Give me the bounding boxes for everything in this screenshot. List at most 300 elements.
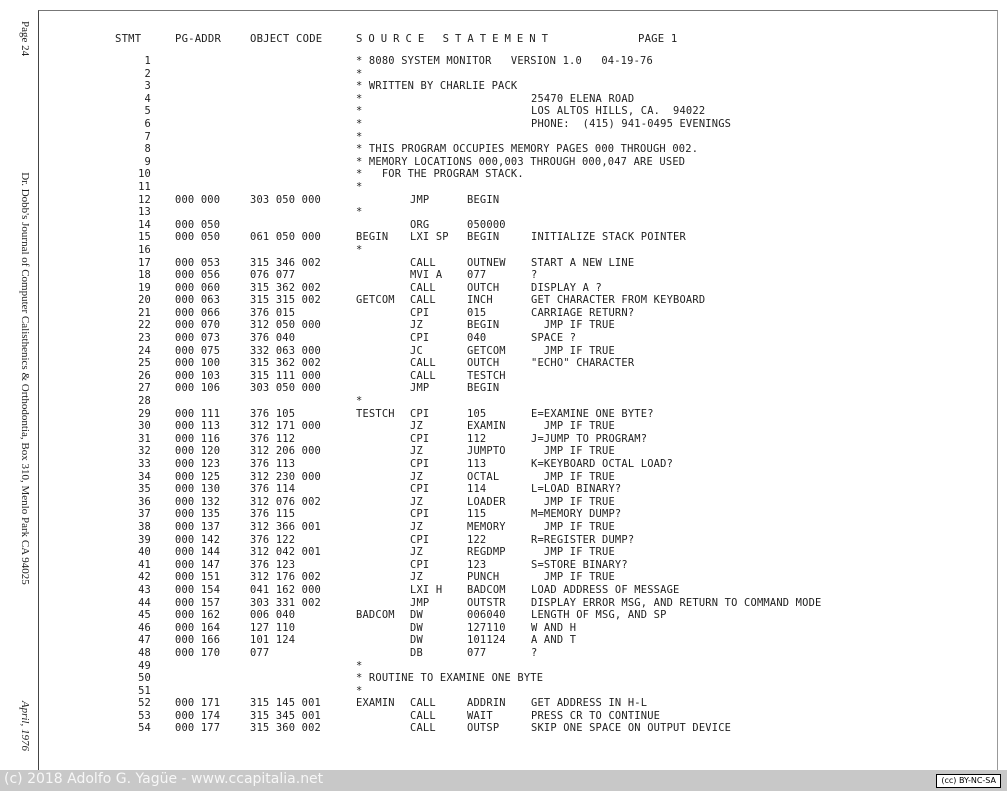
object-code: [250, 219, 356, 232]
label: *: [356, 92, 363, 105]
label: [356, 584, 410, 597]
comment: CARRIAGE RETURN?: [531, 306, 635, 319]
stmt-number: 45: [138, 609, 151, 622]
object-code: 315 362 002: [250, 357, 322, 370]
pg-addr: 000 151: [175, 571, 221, 584]
stmt-number: 19: [138, 281, 151, 294]
pg-addr: 000 130: [175, 483, 221, 496]
pg-addr: [175, 80, 250, 93]
operand: GETCOM: [467, 344, 506, 357]
operand: BEGIN: [467, 319, 500, 332]
comment: JMP IF TRUE: [531, 344, 615, 357]
stmt-number: 1: [144, 55, 151, 67]
operand: 006040: [467, 609, 506, 622]
object-code: [250, 395, 356, 408]
listing-line: [115, 118, 822, 131]
object-code: 376 113: [250, 458, 296, 470]
opcode: JZ: [410, 445, 423, 458]
opcode: CPI: [410, 558, 430, 571]
comment: W AND H: [531, 621, 577, 634]
pg-addr: 000 050: [175, 231, 221, 244]
listing-line: [115, 622, 822, 635]
stmt-number: 51: [138, 684, 151, 697]
stmt-number: 42: [138, 571, 151, 584]
object-code: 315 362 002: [250, 281, 322, 294]
label: *: [356, 67, 363, 80]
label: [356, 710, 410, 723]
stmt-number: 18: [138, 269, 151, 282]
opcode: CPI: [410, 483, 430, 496]
pg-addr: 000 132: [175, 495, 221, 508]
opcode: DW: [410, 609, 423, 622]
label: * FOR THE PROGRAM STACK.: [356, 168, 524, 181]
pg-addr: 000 147: [175, 558, 221, 571]
pg-addr: [175, 143, 250, 156]
operand: BEGIN: [467, 193, 500, 206]
object-code: [250, 244, 356, 257]
comment: ?: [531, 646, 538, 659]
pg-addr: 000 053: [175, 256, 221, 269]
opcode: CPI: [410, 458, 430, 470]
listing-line: [115, 181, 822, 194]
label: [356, 357, 410, 370]
label: [356, 534, 410, 547]
comment: PRESS CR TO CONTINUE: [531, 709, 661, 722]
comment: 25470 ELENA ROAD: [531, 92, 635, 105]
opcode: CPI: [410, 306, 430, 319]
pg-addr: 000 174: [175, 709, 221, 722]
pg-addr: 000 060: [175, 281, 221, 294]
operand: 113: [467, 458, 487, 470]
opcode: MVI A: [410, 269, 443, 282]
stmt-number: 7: [144, 130, 151, 143]
stmt-number: 10: [138, 168, 151, 181]
header-pg-addr: PG-ADDR: [175, 33, 222, 45]
stmt-number: 11: [138, 180, 151, 193]
opcode: CPI: [410, 508, 430, 521]
operand: 077: [467, 646, 487, 659]
opcode: CALL: [410, 357, 436, 370]
listing-line: [115, 609, 822, 622]
listing-line: [115, 307, 822, 320]
opcode: CALL: [410, 256, 436, 269]
stmt-number: 38: [138, 520, 151, 533]
operand: 123: [467, 558, 487, 571]
comment: LOS ALTOS HILLS, CA. 94022: [531, 105, 706, 118]
object-code: [250, 143, 356, 156]
listing-line: [115, 546, 822, 559]
listing-line: [115, 710, 822, 723]
stmt-number: 49: [138, 659, 151, 672]
cc-license-badge: (cc) BY-NC-SA: [936, 774, 1001, 788]
label: [356, 483, 410, 496]
object-code: 312 206 000: [250, 445, 322, 458]
comment: JMP IF TRUE: [531, 420, 615, 433]
object-code: 312 230 000: [250, 470, 322, 483]
listing-line: [115, 660, 822, 673]
opcode: JZ: [410, 520, 423, 533]
operand: BEGIN: [467, 382, 500, 395]
comment: SKIP ONE SPACE ON OUTPUT DEVICE: [531, 722, 732, 735]
label: * WRITTEN BY CHARLIE PACK: [356, 80, 518, 93]
listing-line: [115, 508, 822, 521]
listing-line: [115, 584, 822, 597]
object-code: [250, 181, 356, 194]
stmt-number: 3: [144, 80, 151, 93]
operand: EXAMIN: [467, 420, 506, 433]
label: *: [356, 243, 363, 256]
label: [356, 319, 410, 332]
pg-addr: 000 137: [175, 520, 221, 533]
operand: 105: [467, 407, 487, 420]
stmt-number: 9: [144, 155, 151, 168]
operand: 015: [467, 306, 487, 319]
comment: JMP IF TRUE: [531, 520, 615, 533]
object-code: 376 123: [250, 558, 296, 571]
opcode: LXI H: [410, 583, 443, 596]
opcode: JC: [410, 344, 423, 357]
opcode: JMP: [410, 193, 430, 206]
label: [356, 508, 410, 521]
operand: MEMORY: [467, 520, 506, 533]
pg-addr: [175, 156, 250, 169]
label: [356, 219, 410, 232]
label: [356, 194, 410, 207]
object-code: [250, 131, 356, 144]
object-code: 076 077: [250, 269, 296, 282]
comment: JMP IF TRUE: [531, 546, 615, 559]
header-page: PAGE 1: [638, 33, 678, 45]
comment: JMP IF TRUE: [531, 445, 615, 458]
object-code: 061 050 000: [250, 231, 322, 244]
object-code: 312 076 002: [250, 495, 322, 508]
operand: BEGIN: [467, 231, 500, 244]
footer-bar: [0, 770, 1007, 791]
stmt-number: 53: [138, 709, 151, 722]
object-code: 315 360 002: [250, 722, 322, 735]
comment: R=REGISTER DUMP?: [531, 533, 635, 546]
operand: ADDRIN: [467, 697, 506, 710]
stmt-number: 39: [138, 533, 151, 546]
listing-line: [115, 634, 822, 647]
listing-line: [115, 143, 822, 156]
pg-addr: 000 144: [175, 546, 221, 559]
label: [356, 345, 410, 358]
pg-addr: 000 123: [175, 458, 221, 470]
label: [356, 370, 410, 383]
listing-rows: [115, 55, 822, 735]
stmt-number: 37: [138, 508, 151, 521]
opcode: CPI: [410, 332, 430, 345]
listing-line: [115, 471, 822, 484]
pg-addr: 000 113: [175, 420, 221, 433]
stmt-number: 15: [138, 231, 151, 244]
listing-line: [115, 571, 822, 584]
label: [356, 571, 410, 584]
pg-addr: 000 070: [175, 319, 221, 332]
stmt-number: 28: [138, 395, 151, 408]
object-code: 303 050 000: [250, 193, 322, 206]
listing-line: [115, 231, 822, 244]
listing-line: [115, 647, 822, 660]
stmt-number: 31: [138, 432, 151, 445]
label: TESTCH: [356, 407, 395, 420]
header-source-statement: SOURCE STATEMENT: [356, 33, 555, 45]
stmt-number: 35: [138, 483, 151, 496]
opcode: CPI: [410, 533, 430, 546]
stmt-number: 41: [138, 558, 151, 571]
operand: 115: [467, 508, 487, 521]
pg-addr: [175, 68, 250, 81]
label: *: [356, 206, 363, 219]
listing-line: [115, 319, 822, 332]
stmt-number: 21: [138, 306, 151, 319]
operand: TESTCH: [467, 369, 506, 382]
object-code: 315 315 002: [250, 294, 322, 307]
object-code: 315 111 000: [250, 369, 322, 382]
label: [356, 458, 410, 471]
object-code: 376 040: [250, 332, 296, 345]
listing-line: [115, 93, 822, 106]
object-code: 312 042 001: [250, 546, 322, 559]
comment: M=MEMORY DUMP?: [531, 508, 622, 521]
object-code: 376 115: [250, 508, 296, 521]
label: *: [356, 105, 363, 118]
operand: 050000: [467, 218, 506, 231]
pg-addr: [175, 118, 250, 131]
opcode: DW: [410, 621, 423, 634]
label: [356, 382, 410, 395]
comment: DISPLAY ERROR MSG, AND RETURN TO COMMAND MODE: [531, 596, 822, 609]
pg-addr: 000 164: [175, 621, 221, 634]
operand: OUTNEW: [467, 256, 506, 269]
pg-addr: 000 166: [175, 634, 221, 647]
pg-addr: [175, 244, 250, 257]
opcode: ORG: [410, 218, 430, 231]
object-code: 303 331 002: [250, 596, 322, 609]
label: [356, 546, 410, 559]
listing-line: [115, 408, 822, 421]
comment: JMP IF TRUE: [531, 495, 615, 508]
pg-addr: [175, 55, 250, 68]
listing-header: [115, 33, 822, 55]
stmt-number: 50: [138, 672, 151, 685]
opcode: CALL: [410, 722, 436, 735]
label: [356, 559, 410, 572]
stmt-number: 29: [138, 407, 151, 420]
listing-line: [115, 332, 822, 345]
pg-addr: [175, 685, 250, 698]
object-code: 303 050 000: [250, 382, 322, 395]
object-code: 315 145 001: [250, 697, 322, 710]
operand: PUNCH: [467, 571, 500, 584]
pg-addr: 000 063: [175, 294, 221, 307]
stmt-number: 14: [138, 218, 151, 231]
object-code: [250, 105, 356, 118]
comment: A AND T: [531, 634, 577, 647]
operand: OUTSTR: [467, 596, 506, 609]
pg-addr: [175, 181, 250, 194]
stmt-number: 32: [138, 445, 151, 458]
side-journal-title: Dr. Dobb's Journal of Computer Calisthenics & Orthodontia, Box 310, Menlo Park CA 94025: [19, 172, 31, 585]
pg-addr: 000 171: [175, 697, 221, 710]
stmt-number: 44: [138, 596, 151, 609]
object-code: 315 345 001: [250, 709, 322, 722]
listing-line: [115, 445, 822, 458]
listing-line: [115, 597, 822, 610]
assembly-listing: [115, 33, 822, 735]
pg-addr: 000 056: [175, 269, 221, 282]
operand: OUTSP: [467, 722, 500, 735]
opcode: JZ: [410, 319, 423, 332]
comment: GET CHARACTER FROM KEYBOARD: [531, 294, 706, 307]
pg-addr: [175, 131, 250, 144]
object-code: [250, 118, 356, 131]
listing-line: [115, 131, 822, 144]
listing-line: [115, 269, 822, 282]
stmt-number: 20: [138, 294, 151, 307]
object-code: 312 050 000: [250, 319, 322, 332]
label: [356, 471, 410, 484]
listing-line: [115, 722, 822, 735]
opcode: CALL: [410, 281, 436, 294]
object-code: 376 112: [250, 432, 296, 445]
label: [356, 634, 410, 647]
object-code: [250, 168, 356, 181]
stmt-number: 2: [144, 67, 151, 80]
stmt-number: 36: [138, 495, 151, 508]
opcode: JZ: [410, 495, 423, 508]
comment: DISPLAY A ?: [531, 281, 603, 294]
comment: SPACE ?: [531, 332, 577, 345]
label: * ROUTINE TO EXAMINE ONE BYTE: [356, 672, 544, 685]
pg-addr: 000 162: [175, 609, 221, 622]
stmt-number: 4: [144, 92, 151, 105]
stmt-number: 22: [138, 319, 151, 332]
comment: GET ADDRESS IN H-L: [531, 697, 648, 710]
listing-line: [115, 370, 822, 383]
label: *: [356, 684, 363, 697]
comment: ?: [531, 269, 538, 282]
stmt-number: 33: [138, 458, 151, 470]
object-code: 376 015: [250, 306, 296, 319]
stmt-number: 47: [138, 634, 151, 647]
label: [356, 420, 410, 433]
pg-addr: 000 075: [175, 344, 221, 357]
object-code: 006 040: [250, 609, 296, 622]
label: *: [356, 180, 363, 193]
operand: OUTCH: [467, 357, 500, 370]
listing-line: [115, 697, 822, 710]
opcode: JZ: [410, 546, 423, 559]
pg-addr: 000 157: [175, 596, 221, 609]
listing-line: [115, 68, 822, 81]
stmt-number: 12: [138, 193, 151, 206]
pg-addr: 000 120: [175, 445, 221, 458]
operand: 101124: [467, 634, 506, 647]
pg-addr: 000 106: [175, 382, 221, 395]
label: [356, 647, 410, 660]
stmt-number: 48: [138, 646, 151, 659]
stmt-number: 27: [138, 382, 151, 395]
listing-line: [115, 282, 822, 295]
operand: JUMPTO: [467, 445, 506, 458]
listing-line: [115, 80, 822, 93]
listing-line: [115, 244, 822, 257]
pg-addr: 000 170: [175, 646, 221, 659]
operand: INCH: [467, 294, 493, 307]
stmt-number: 40: [138, 546, 151, 559]
operand: 077: [467, 269, 487, 282]
label: EXAMIN: [356, 697, 395, 710]
opcode: CALL: [410, 294, 436, 307]
pg-addr: [175, 105, 250, 118]
operand: 114: [467, 483, 487, 496]
comment: E=EXAMINE ONE BYTE?: [531, 407, 654, 420]
object-code: [250, 672, 356, 685]
operand: 122: [467, 533, 487, 546]
label: [356, 496, 410, 509]
label: [356, 307, 410, 320]
listing-line: [115, 194, 822, 207]
comment: J=JUMP TO PROGRAM?: [531, 432, 648, 445]
listing-line: [115, 206, 822, 219]
stmt-number: 13: [138, 206, 151, 219]
label: * MEMORY LOCATIONS 000,003 THROUGH 000,047 ARE USED: [356, 155, 686, 168]
label: GETCOM: [356, 294, 395, 307]
stmt-number: 23: [138, 332, 151, 345]
label: [356, 722, 410, 735]
label: [356, 622, 410, 635]
pg-addr: [175, 93, 250, 106]
object-code: 332 063 000: [250, 344, 322, 357]
opcode: JZ: [410, 420, 423, 433]
comment: S=STORE BINARY?: [531, 558, 628, 571]
listing-line: [115, 357, 822, 370]
opcode: DW: [410, 634, 423, 647]
stmt-number: 5: [144, 105, 151, 118]
operand: LOADER: [467, 495, 506, 508]
pg-addr: 000 066: [175, 306, 221, 319]
listing-line: [115, 55, 822, 68]
listing-line: [115, 521, 822, 534]
listing-line: [115, 496, 822, 509]
object-code: 077: [250, 646, 270, 659]
label: *: [356, 395, 363, 408]
object-code: 312 176 002: [250, 571, 322, 584]
comment: INITIALIZE STACK POINTER: [531, 231, 686, 244]
pg-addr: 000 154: [175, 583, 221, 596]
opcode: JMP: [410, 382, 430, 395]
pg-addr: 000 103: [175, 369, 221, 382]
object-code: 041 162 000: [250, 583, 322, 596]
stmt-number: 46: [138, 621, 151, 634]
object-code: 376 114: [250, 483, 296, 496]
pg-addr: [175, 206, 250, 219]
listing-line: [115, 433, 822, 446]
page-side-caption: [19, 21, 31, 751]
operand: BADCOM: [467, 583, 506, 596]
pg-addr: [175, 168, 250, 181]
pg-addr: 000 100: [175, 357, 221, 370]
pg-addr: 000 135: [175, 508, 221, 521]
opcode: CPI: [410, 432, 430, 445]
stmt-number: 26: [138, 369, 151, 382]
operand: OUTCH: [467, 281, 500, 294]
pg-addr: 000 050: [175, 218, 221, 231]
object-code: 376 105: [250, 407, 296, 420]
side-page-number: Page 24: [19, 21, 31, 57]
